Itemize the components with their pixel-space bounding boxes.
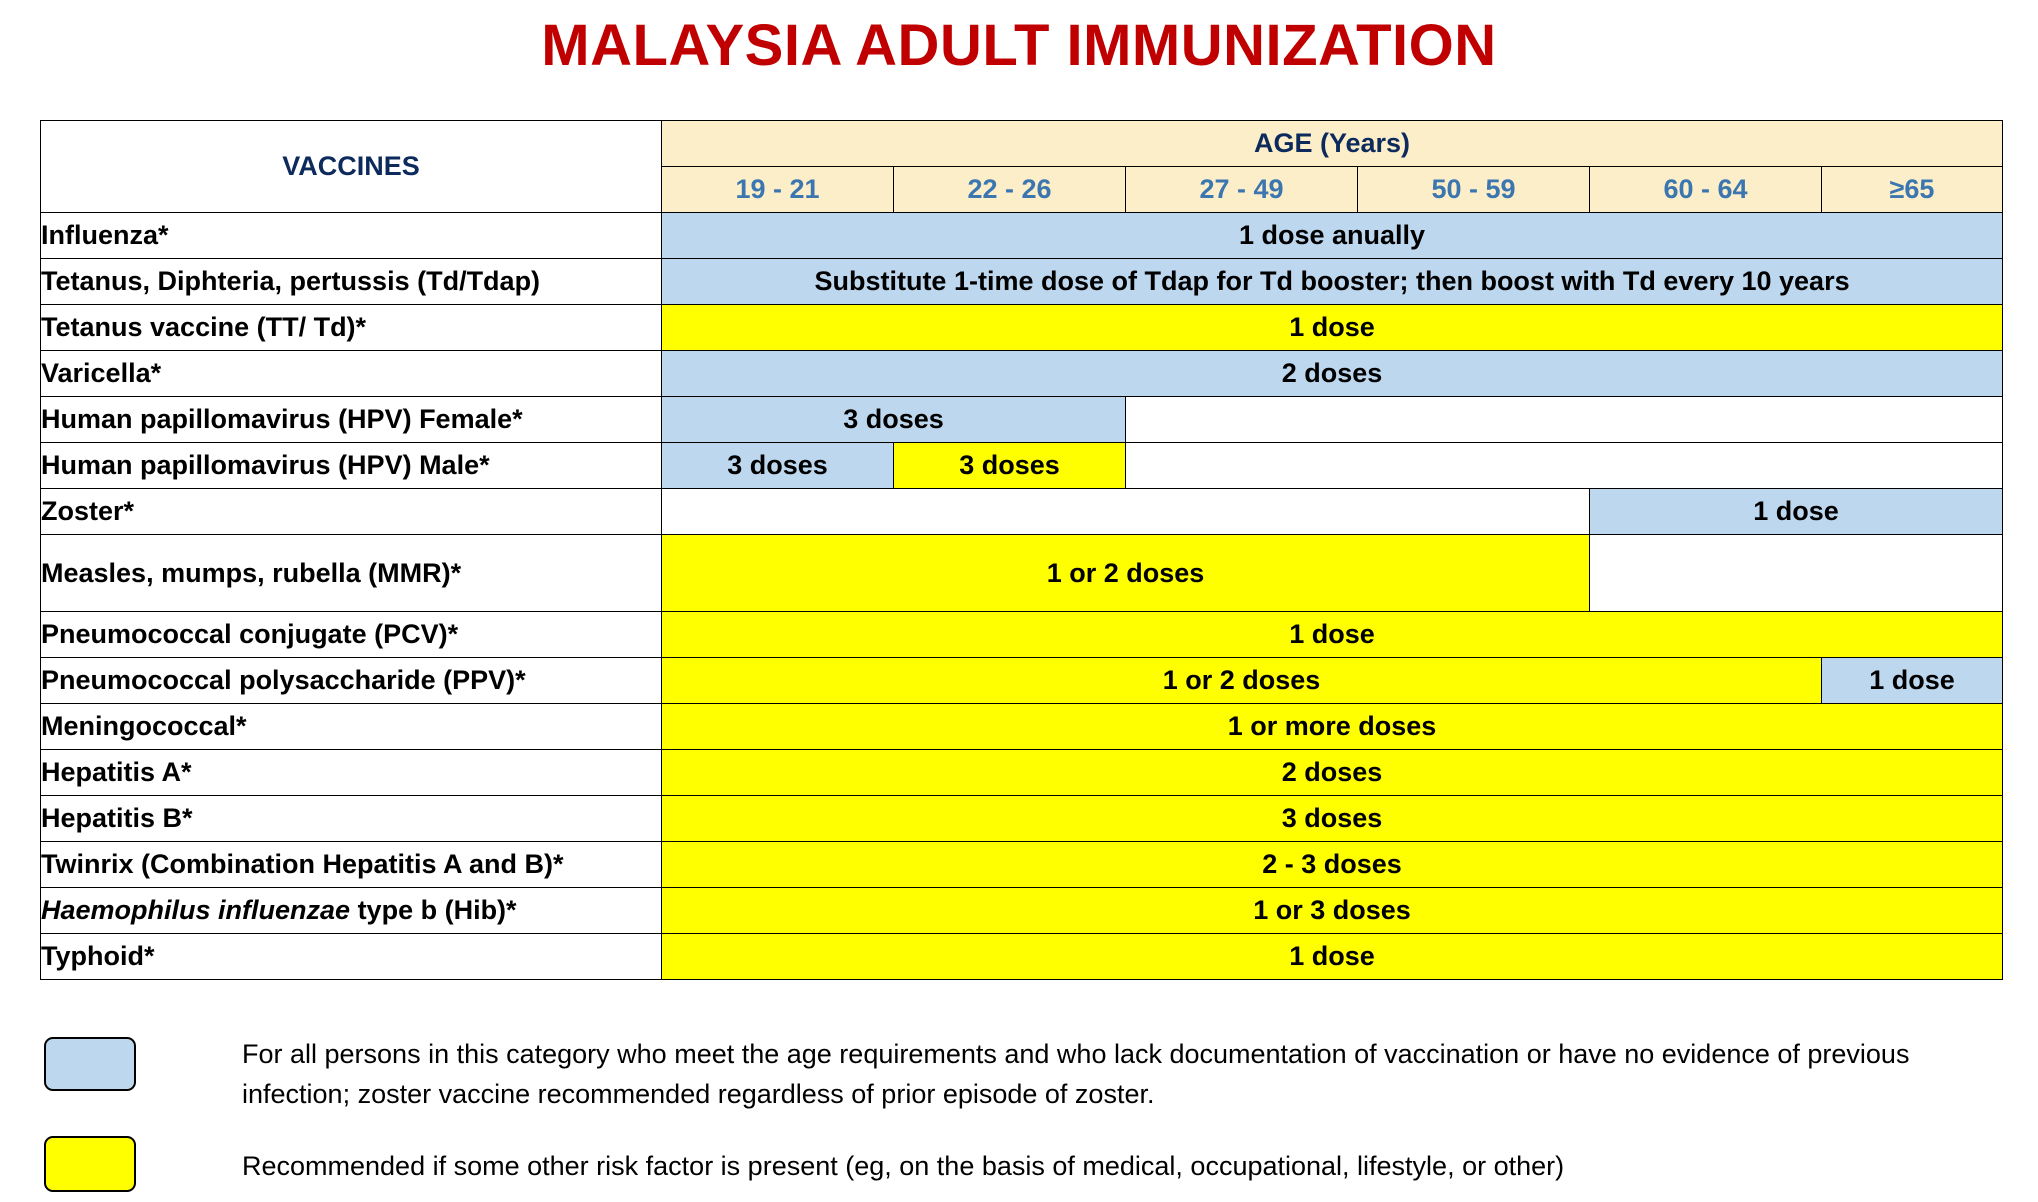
legend-swatch-blue [44, 1037, 136, 1091]
vaccine-name: Pneumococcal polysaccharide (PPV)* [41, 658, 662, 704]
dose-cell: 3 doses [662, 443, 894, 489]
vaccine-name: Tetanus, Diphteria, pertussis (Td/Tdap) [41, 259, 662, 305]
age-group-header: 22 - 26 [894, 167, 1126, 213]
dose-cell: 1 or 3 doses [662, 888, 2003, 934]
vaccine-rows [41, 213, 2003, 980]
dose-cell: 1 or 2 doses [662, 535, 1590, 612]
table-row [41, 658, 2003, 704]
vaccine-name-rest: type b (Hib)* [350, 895, 517, 925]
dose-cell [1590, 535, 2003, 612]
table-row [41, 213, 2003, 259]
legend-text-yellow: Recommended if some other risk factor is present (eg, on the basis of medical, occupational, lifestyle, or other) [242, 1151, 1565, 1181]
table-row [41, 351, 2003, 397]
table-row [41, 796, 2003, 842]
dose-cell: 3 doses [894, 443, 1126, 489]
table-row [41, 704, 2003, 750]
table-row [41, 489, 2003, 535]
dose-cell: 1 dose [662, 305, 2003, 351]
table-row [41, 934, 2003, 980]
table-row [41, 305, 2003, 351]
age-group-header: ≥65 [1822, 167, 2003, 213]
age-group-header: 19 - 21 [662, 167, 894, 213]
age-group-header: 27 - 49 [1126, 167, 1358, 213]
vaccine-name: Influenza* [41, 213, 662, 259]
vaccine-name: Hepatitis A* [41, 750, 662, 796]
vaccine-name: Twinrix (Combination Hepatitis A and B)* [41, 842, 662, 888]
vaccine-name [41, 888, 662, 934]
dose-cell: 1 or more doses [662, 704, 2003, 750]
vaccine-name: Hepatitis B* [41, 796, 662, 842]
vaccine-name-italic: Haemophilus influenzae [41, 895, 351, 925]
dose-cell: 1 dose [1822, 658, 2003, 704]
age-group-header: 60 - 64 [1590, 167, 1822, 213]
table-row [41, 842, 2003, 888]
dose-cell: Substitute 1-time dose of Tdap for Td booster; then boost with Td every 10 years [662, 259, 2003, 305]
dose-cell: 2 doses [662, 351, 2003, 397]
dose-cell [1126, 397, 2003, 443]
vaccine-name: Pneumococcal conjugate (PCV)* [41, 612, 662, 658]
table-row [41, 750, 2003, 796]
dose-cell: 2 - 3 doses [662, 842, 2003, 888]
age-group-header: 50 - 59 [1358, 167, 1590, 213]
vaccine-name: Varicella* [41, 351, 662, 397]
table-row [41, 443, 2003, 489]
immunization-table [40, 120, 2003, 980]
vaccine-name: Measles, mumps, rubella (MMR)* [41, 535, 662, 612]
table-row [41, 259, 2003, 305]
dose-cell [662, 489, 1590, 535]
dose-cell [1126, 443, 2003, 489]
vaccine-name: Meningococcal* [41, 704, 662, 750]
dose-cell: 1 dose anually [662, 213, 2003, 259]
vaccine-name: Zoster* [41, 489, 662, 535]
vaccine-name: Typhoid* [41, 934, 662, 980]
dose-cell: 2 doses [662, 750, 2003, 796]
dose-cell: 3 doses [662, 796, 2003, 842]
table-row [41, 535, 2003, 612]
vaccine-name: Human papillomavirus (HPV) Male* [41, 443, 662, 489]
dose-cell: 1 dose [662, 612, 2003, 658]
vaccines-header: VACCINES [41, 121, 662, 213]
legend-swatch-yellow [44, 1136, 136, 1192]
age-header: AGE (Years) [662, 121, 2003, 167]
legend-text-blue: For all persons in this category who meet the age requirements and who lack documentation of vaccination or have no evidence of previous infection; zoster vaccine recommended regardless of prior episode of zoster. [242, 1039, 1910, 1109]
dose-cell: 1 dose [662, 934, 2003, 980]
page-title: MALAYSIA ADULT IMMUNIZATION [541, 13, 1497, 78]
dose-cell: 3 doses [662, 397, 1126, 443]
table-row [41, 612, 2003, 658]
table-row [41, 397, 2003, 443]
dose-cell: 1 dose [1590, 489, 2003, 535]
table-row [41, 888, 2003, 934]
vaccine-name: Human papillomavirus (HPV) Female* [41, 397, 662, 443]
vaccine-name: Tetanus vaccine (TT/ Td)* [41, 305, 662, 351]
dose-cell: 1 or 2 doses [662, 658, 1822, 704]
